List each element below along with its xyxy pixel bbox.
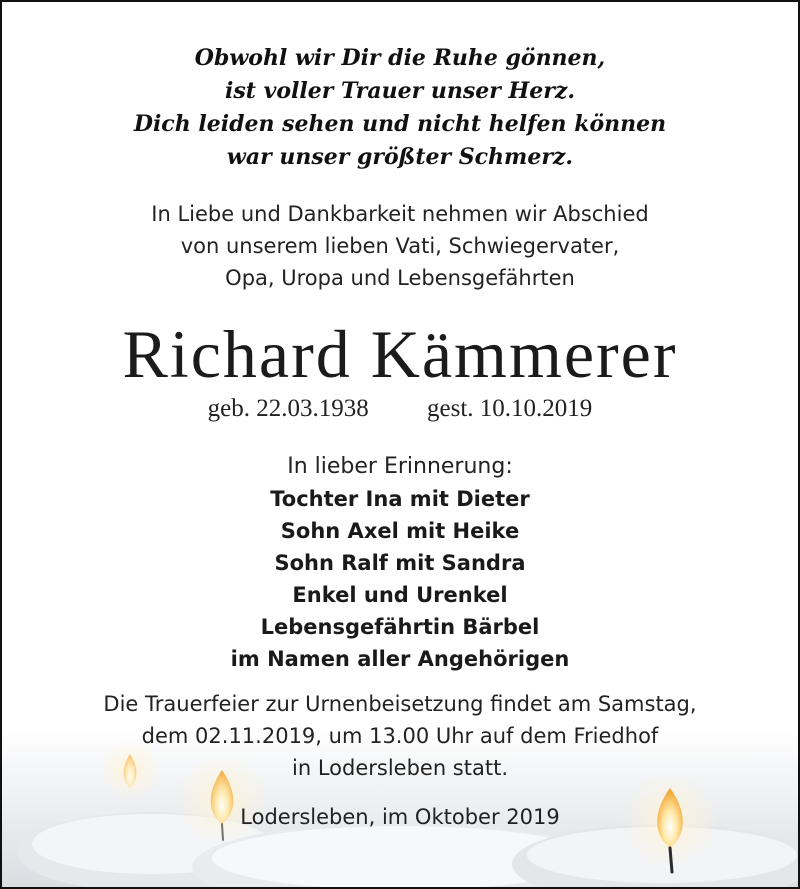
- poem-line: war unser größter Schmerz.: [226, 144, 574, 170]
- death-date: gest. 10.10.2019: [427, 395, 593, 422]
- place-and-date: Lodersleben, im Oktober 2019: [240, 805, 560, 829]
- family-member: Sohn Ralf mit Sandra: [274, 551, 526, 575]
- family-member: Sohn Axel mit Heike: [280, 519, 520, 543]
- poem-line: Obwohl wir Dir die Ruhe gönnen,: [194, 45, 606, 71]
- poem-line: Dich leiden sehen und nicht helfen können: [133, 111, 667, 137]
- intro-line: von unserem lieben Vati, Schwiegervater,: [180, 234, 620, 258]
- family-member: Lebensgefährtin Bärbel: [260, 615, 540, 639]
- memory-heading: In lieber Erinnerung:: [287, 454, 513, 479]
- deceased-name: Richard Kämmerer: [122, 316, 678, 392]
- service-line: in Lodersleben statt.: [292, 756, 508, 780]
- service-line: Die Trauerfeier zur Urnenbeisetzung findet am Samstag,: [103, 692, 697, 716]
- poem: [2, 42, 798, 174]
- family-list: [2, 483, 798, 675]
- family-member: im Namen aller Angehörigen: [230, 647, 570, 671]
- funeral-service-notice: [2, 688, 798, 784]
- life-dates: [2, 392, 798, 426]
- intro-line: Opa, Uropa und Lebensgefährten: [225, 266, 575, 290]
- farewell-intro: [2, 198, 798, 294]
- birth-date: geb. 22.03.1938: [207, 395, 369, 422]
- family-member: Tochter Ina mit Dieter: [270, 487, 530, 511]
- poem-line: ist voller Trauer unser Herz.: [225, 78, 575, 104]
- intro-line: In Liebe und Dankbarkeit nehmen wir Abschied: [151, 202, 649, 226]
- service-line: dem 02.11.2019, um 13.00 Uhr auf dem Friedhof: [141, 724, 659, 748]
- family-member: Enkel und Urenkel: [292, 583, 508, 607]
